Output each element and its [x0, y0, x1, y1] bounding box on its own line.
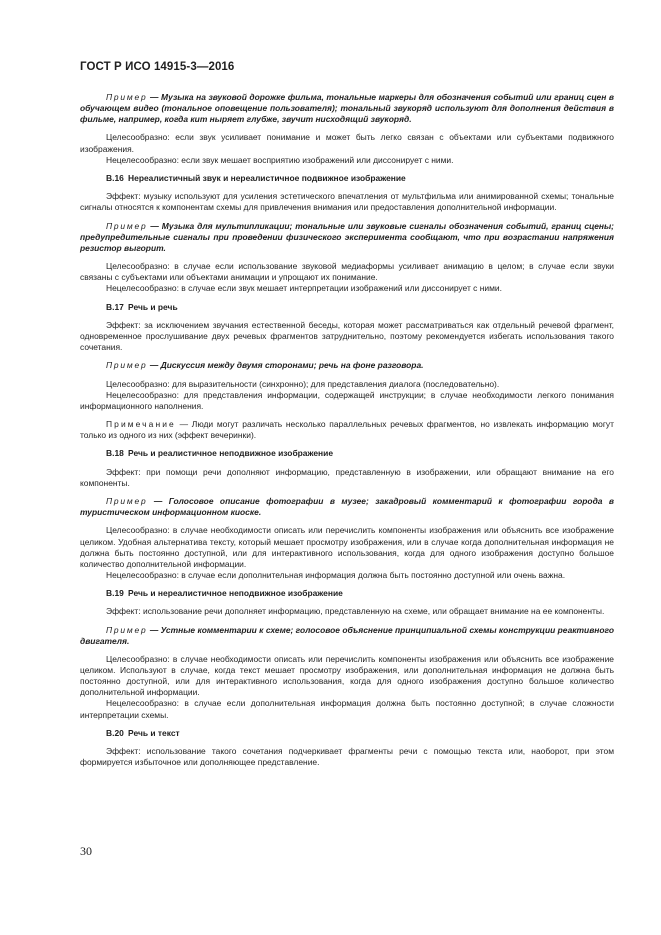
body-paragraph: Эффект: при помощи речи дополняют информацию, представленную в изображении, или обращают внимание на его компоненты.	[80, 466, 614, 488]
body-paragraph: Эффект: использование такого сочетания подчеркивает фрагменты речи с помощью текста или, наоборот, при этом формируется избыточное или дополняющее представление.	[80, 746, 614, 768]
section-number: B.17	[106, 301, 124, 312]
section-heading	[80, 173, 614, 184]
section-heading	[80, 302, 614, 313]
example-text: — Дискуссия между двумя сторонами; речь на фоне разговора.	[147, 360, 424, 371]
body-paragraph: Эффект: музыку используют для усиления эстетического впечатления от мультфильма или анимированной схемы; тональные сигналы относятся к компонентам схемы для привлечения внимания или предоставления дополнительной информации.	[80, 191, 614, 213]
page-number: 30	[80, 844, 92, 858]
example-label: Пример	[106, 624, 148, 635]
note-label: Примечание	[106, 419, 176, 430]
body-paragraph: Целесообразно: для выразительности (синхронно); для представления диалога (последовательно).	[106, 378, 500, 389]
example-paragraph	[80, 625, 614, 647]
body-paragraph: Целесообразно: если звук усиливает понимание и может быть легко связан с объектами или субъектами подвижного изображения.	[80, 132, 614, 154]
body-paragraph: Нецелесообразно: в случае если звук мешает интерпретации изображений или диссонирует с ними.	[106, 283, 502, 294]
body-paragraph: Нецелесообразно: в случае если дополнительная информация должна быть постоянно доступной или очень важна.	[106, 569, 566, 580]
section-heading	[80, 588, 614, 599]
example-label: Пример	[106, 360, 148, 371]
example-paragraph	[80, 92, 614, 125]
note-text: — Люди могут различать несколько параллельных речевых фрагментов, но извлекать информацию могут только из одного из них (эффект вечеринки).	[80, 419, 614, 441]
section-number: B.19	[106, 588, 124, 599]
document-body	[80, 92, 614, 768]
body-paragraph: Эффект: за исключением звучания естественной беседы, которая может рассматриваться как отдельный речевой фрагмент, одновременное прослушивание двух речевых фрагментов затруднительно, поэтому рекомендуется избегать использования такого сочетания.	[80, 319, 614, 352]
section-heading	[80, 448, 614, 459]
body-paragraph: Целесообразно: в случае необходимости описать или перечислить компоненты изображения или объяснить все изображение целиком. Используют в случае, когда текст мешает просмотру изображения, или дополнительная информация не должна быть постоянно доступной, или для интерактивного использования, когда для одного изображения доступно большое количество дополнительной информации.	[80, 654, 614, 698]
example-label: Пример	[106, 496, 148, 507]
body-paragraph: Нецелесообразно: если звук мешает восприятию изображений или диссонирует с ними.	[106, 154, 454, 165]
section-title: Речь и текст	[128, 727, 180, 738]
example-paragraph	[80, 221, 614, 254]
example-text: — Голосовое описание фотографии в музее; закадровый комментарий к фотографии города в туристическом информационном киоске.	[80, 496, 614, 518]
section-number: B.16	[106, 172, 124, 183]
body-paragraph: Нецелесообразно: для представления информации, содержащей инструкции; в случае необходимости легкого понимания информационного наполнения.	[80, 389, 614, 411]
section-heading	[80, 728, 614, 739]
example-text: — Музыка для мультипликации; тональные или звуковые сигналы обозначения событий, границ сцены; предупредительные сигналы при проведении физического эксперимента сообщают, что при возрастании напряжения резистор выгорит.	[80, 220, 614, 253]
body-paragraph: Нецелесообразно: в случае если дополнительная информация должна быть постоянно доступной; в случае сложности интерпретации схемы.	[80, 698, 614, 720]
section-number: B.18	[106, 448, 124, 459]
section-title: Речь и реалистичное неподвижное изображение	[128, 448, 334, 459]
body-paragraph: Эффект: использование речи дополняет информацию, представленную на схеме, или обращает внимание на ее компоненты.	[106, 606, 605, 617]
body-paragraph: Целесообразно: в случае если использование звуковой медиаформы усиливает анимацию в целом; в случае если звуки связаны с субъектами или объектами анимации и упрощают их понимание.	[80, 261, 614, 283]
example-label: Пример	[106, 220, 148, 231]
section-title: Речь и речь	[128, 301, 178, 312]
section-number: B.20	[106, 727, 124, 738]
example-text: — Устные комментарии к схеме; голосовое объяснение принципиальной схемы конструкции реактивного двигателя.	[80, 624, 614, 646]
example-paragraph	[80, 360, 614, 371]
document-header: ГОСТ Р ИСО 14915-3—2016	[80, 61, 235, 73]
body-paragraph: Целесообразно: в случае необходимости описать или перечислить компоненты изображения или объяснить все изображение целиком. Удобная альтернатива тексту, который мешает просмотру изображения, или в случае когда дополнительная информация не должна быть постоянно доступной, или для интерактивного использования, когда для одного изображения доступно большое количество дополнительной информации.	[80, 525, 614, 569]
example-label: Пример	[106, 92, 148, 102]
section-title: Нереалистичный звук и нереалистичное подвижное изображение	[128, 172, 406, 183]
note-paragraph	[80, 419, 614, 441]
example-paragraph	[80, 496, 614, 518]
section-title: Речь и нереалистичное неподвижное изображение	[128, 588, 343, 599]
example-text: — Музыка на звуковой дорожке фильма, тональные маркеры для обозначения событий или границ сцен в обучающем видео (тональное оповещение пользователя); тональный звукоряд используют для дополнения действия в фильме, например, когда кит ныряет глубже, звучит нисходящий звукоряд.	[80, 92, 614, 125]
